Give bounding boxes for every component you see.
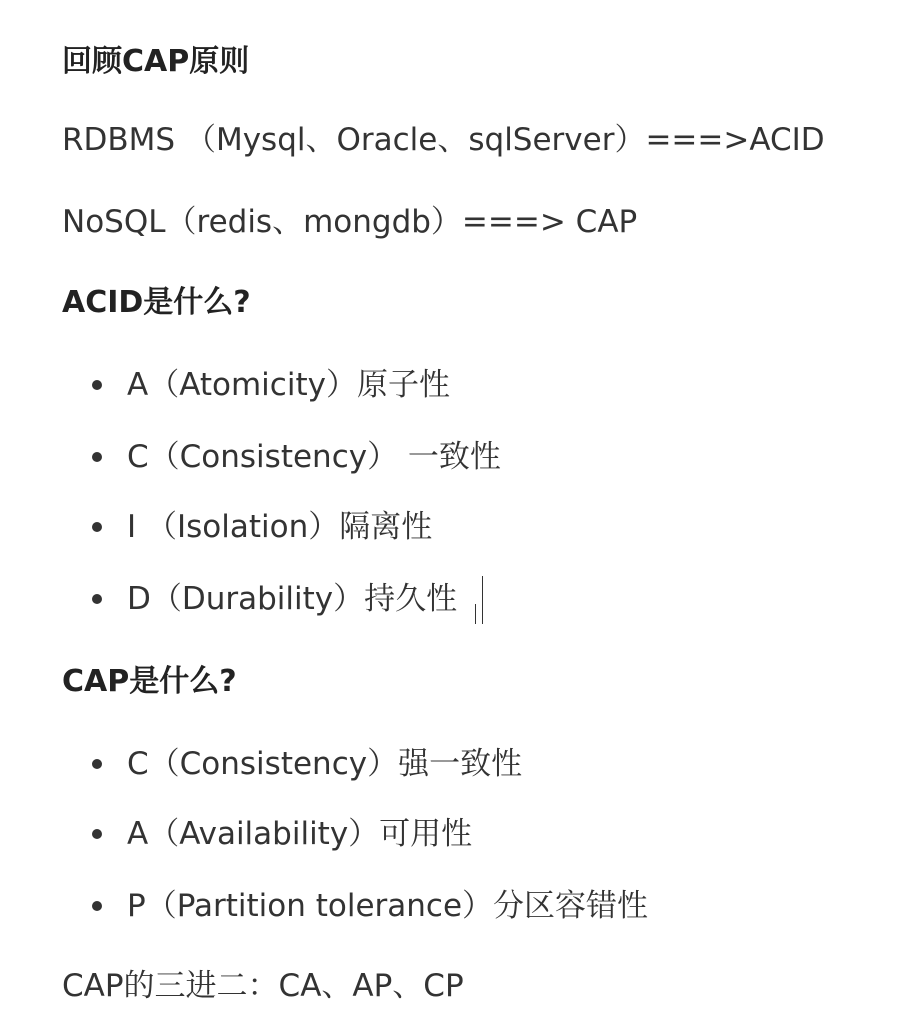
cap-list-item-partition-tolerance: P（Partition tolerance）分区容错性 [127, 888, 649, 924]
section-heading-review-cap: 回顾CAP原则 [62, 44, 250, 79]
rdbms-acid-line: RDBMS （Mysql、Oracle、sqlServer）===>ACID [62, 122, 825, 158]
bullet-icon [92, 594, 102, 604]
cap-summary-line: CAP的三进二：CA、AP、CP [62, 968, 464, 1004]
ibeam-cursor-icon [475, 604, 483, 624]
cap-list-item-consistency: C（Consistency）强一致性 [127, 746, 523, 782]
acid-list-item-durability: D（Durability）持久性 [127, 581, 458, 617]
section-heading-cap: CAP是什么? [62, 664, 237, 699]
acid-list-item-isolation: I （Isolation）隔离性 [127, 509, 433, 545]
cap-list-item-availability: A（Availability）可用性 [127, 816, 473, 852]
bullet-icon [92, 522, 102, 532]
bullet-icon [92, 759, 102, 769]
section-heading-acid: ACID是什么? [62, 285, 251, 320]
bullet-icon [92, 380, 102, 390]
bullet-icon [92, 829, 102, 839]
nosql-cap-line: NoSQL（redis、mongdb）===> CAP [62, 204, 638, 240]
acid-list-item-consistency: C（Consistency） 一致性 [127, 439, 501, 475]
bullet-icon [92, 901, 102, 911]
bullet-icon [92, 452, 102, 462]
acid-list-item-atomicity: A（Atomicity）原子性 [127, 367, 450, 403]
